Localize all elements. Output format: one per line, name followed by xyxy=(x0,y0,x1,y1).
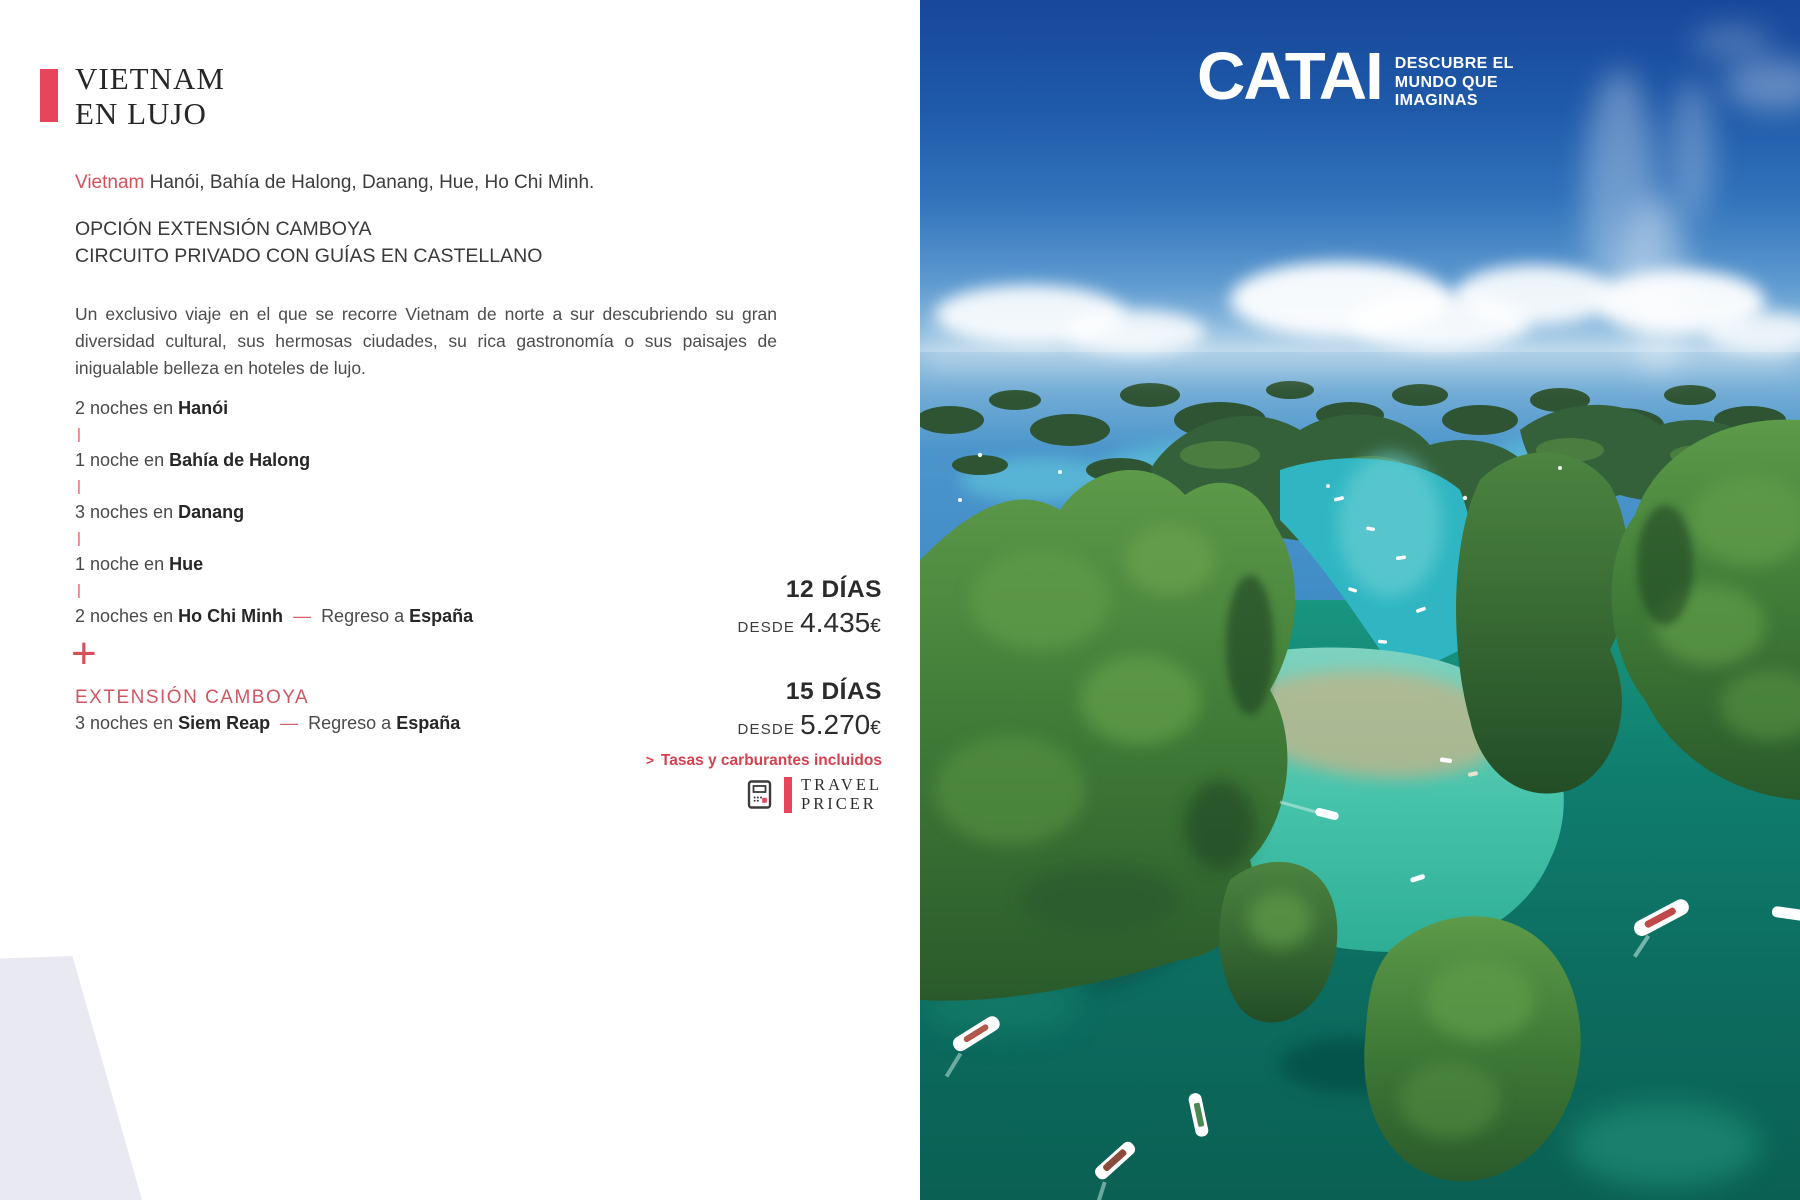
return-place: España xyxy=(409,606,474,626)
chevron-right-icon: > xyxy=(645,752,654,768)
stop-nights: 1 noche en xyxy=(75,554,170,574)
subtitle-line2: CIRCUITO PRIVADO CON GUÍAS EN CASTELLANO xyxy=(75,244,543,267)
itinerary-stop xyxy=(75,604,473,629)
page-title-block xyxy=(40,62,225,131)
stop-nights: 3 noches en xyxy=(75,502,179,522)
itinerary xyxy=(75,396,473,629)
title-accent-bar xyxy=(40,69,58,122)
channel-glow xyxy=(1338,453,1442,597)
price-amount: 5.270 xyxy=(800,709,871,740)
stop-nights: 2 noches en xyxy=(75,606,179,626)
itinerary-stop xyxy=(75,448,473,473)
price-option-15-dias xyxy=(737,678,882,741)
stop-place: Danang xyxy=(178,502,245,522)
taxes-note xyxy=(646,752,882,770)
price-amount: 4.435 xyxy=(800,607,871,638)
from-label: DESDE xyxy=(737,721,796,738)
travel-pricer-wordmark xyxy=(801,776,882,814)
extension-title: EXTENSIÓN CAMBOYA xyxy=(75,687,310,708)
catai-wordmark: CATAI xyxy=(1197,39,1382,114)
travel-pricer-accent-bar xyxy=(784,777,792,813)
catai-tagline xyxy=(1395,55,1514,111)
page-title xyxy=(75,62,225,131)
plus-icon: + xyxy=(71,629,97,678)
shallow-patch xyxy=(1570,1103,1760,1187)
stop-place: Bahía de Halong xyxy=(169,450,311,470)
taxes-note-text: Tasas y carburantes incluidos xyxy=(660,752,882,769)
price-option-12-dias xyxy=(737,576,882,639)
stop-nights: 2 noches en xyxy=(75,398,179,418)
route-cities: Hanói, Bahía de Halong, Danang, Hue, Ho Chi Minh. xyxy=(144,172,595,193)
travel-pricer-line1: TRAVEL xyxy=(801,775,882,794)
itinerary-stop xyxy=(75,396,473,421)
dash-separator: — xyxy=(280,713,299,733)
stop-place: Siem Reap xyxy=(178,713,271,733)
route-country: Vietnam xyxy=(75,172,145,193)
stop-place: Ho Chi Minh xyxy=(178,606,284,626)
catai-logo xyxy=(1197,39,1514,114)
center-karst xyxy=(1456,452,1629,793)
page-title-line2: EN LUJO xyxy=(75,95,207,131)
stop-nights: 3 noches en xyxy=(75,713,179,733)
trip-description: Un exclusivo viaje en el que se recorre Vietnam de norte a sur descubriendo su gran diversidad cultural, sus hermosas ciudades, su rica gastronomía o sus paisajes de inigualable belleza en hoteles de lujo. xyxy=(75,303,777,378)
return-label: Regreso a xyxy=(321,606,410,626)
corner-decoration xyxy=(0,956,142,1200)
duration-label: 15 DÍAS xyxy=(785,678,882,705)
travel-pricer-logo xyxy=(746,776,882,814)
dash-separator: — xyxy=(293,606,312,626)
trip-subtitle xyxy=(75,216,542,269)
itinerary-stop xyxy=(75,552,473,577)
return-label: Regreso a xyxy=(308,713,397,733)
itinerary-connector: | xyxy=(77,478,81,495)
catai-tagline-line2: MUNDO QUE xyxy=(1394,73,1498,91)
return-place: España xyxy=(396,713,461,733)
itinerary-connector: | xyxy=(77,426,81,443)
stop-nights: 1 noche en xyxy=(75,450,170,470)
stop-place: Hue xyxy=(169,554,204,574)
catai-tagline-line1: DESCUBRE EL xyxy=(1394,55,1514,72)
catai-tagline-line3: IMAGINAS xyxy=(1394,92,1478,110)
halong-bay-photo xyxy=(920,0,1800,1200)
itinerary-connector: | xyxy=(77,530,81,547)
calculator-icon xyxy=(746,779,774,811)
itinerary-stop xyxy=(75,500,473,525)
currency-symbol: € xyxy=(870,718,882,739)
from-label: DESDE xyxy=(737,619,796,636)
extension-stop xyxy=(75,713,460,734)
price-line xyxy=(737,607,882,639)
stop-place: Hanói xyxy=(178,398,229,418)
itinerary-connector: | xyxy=(77,582,81,599)
route-line xyxy=(75,172,594,194)
currency-symbol: € xyxy=(870,616,882,637)
price-line xyxy=(737,709,882,741)
duration-label: 12 DÍAS xyxy=(785,576,882,603)
page-title-line1: VIETNAM xyxy=(75,61,225,96)
travel-pricer-line2: PRICER xyxy=(801,793,877,813)
subtitle-line1: OPCIÓN EXTENSIÓN CAMBOYA xyxy=(75,218,372,240)
